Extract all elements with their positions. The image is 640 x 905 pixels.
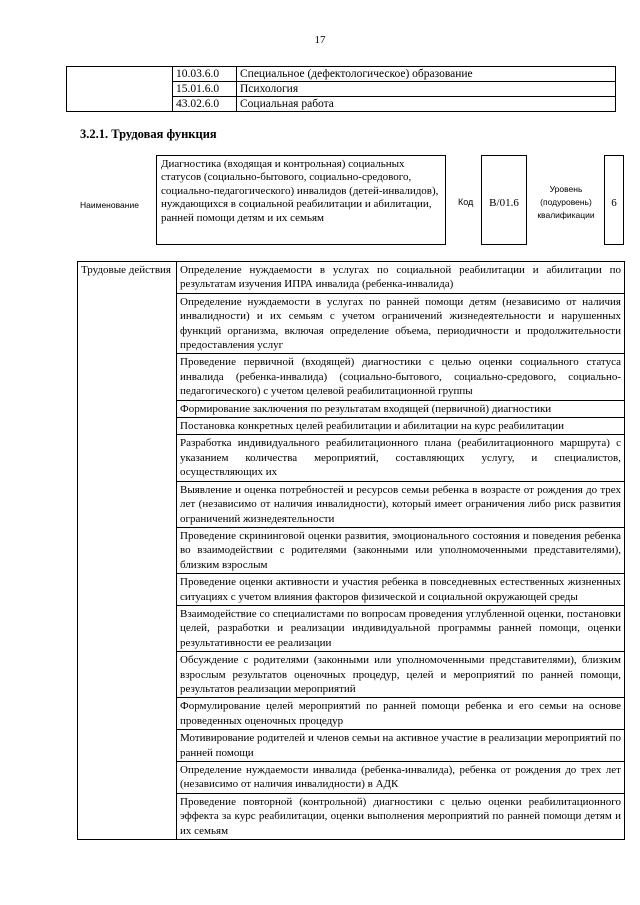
occupations-table [66, 66, 616, 112]
table-row [78, 262, 625, 294]
qualification-level-label: Уровень (подуровень) квалификации [537, 184, 595, 220]
labor-action-item: Выявление и оценка потребностей и ресурсов семьи ребенка в возрасте от рождения до трех лет (независимо от наличия инвалидности), который имеет ограничения либо риск развития ограничений жизнедеятельности [177, 481, 625, 527]
labor-action-item: Проведение первичной (входящей) диагностики с целью оценки социального статуса инвалида (ребенка-инвалида) (социально-бытового, социально-средового, социально-педагогического) с учетом целевой реабилитационной группы [177, 354, 625, 400]
occupation-name: Психология [237, 82, 616, 97]
labor-action-item: Проведение оценки активности и участия ребенка в повседневных естественных жизненных ситуациях с учетом влияния факторов физической и социальной окружающей среды [177, 574, 625, 606]
labor-action-item: Проведение скрининговой оценки развития, эмоционального состояния и поведения ребенка во взаимодействии с родителями (законными или уполномоченными представителями), близким взрослым [177, 527, 625, 573]
function-code: B/01.6 [481, 155, 527, 245]
labor-action-item: Определение нуждаемости инвалида (ребенка-инвалида), ребенка от рождения до трех лет (независимо от наличия инвалидности) в АДК [177, 762, 625, 794]
function-name: Диагностика (входящая и контрольная) социальных статусов (социально-бытового, социально-средового, социально-педагогического) инвалидов (детей-инвалидов), нуждающихся в социальной реабилитации и абилитации, ранней помощи детям и их семьям [156, 155, 446, 245]
labor-actions-table [77, 261, 625, 840]
page-number: 17 [314, 34, 326, 46]
labor-actions-label: Трудовые действия [78, 262, 177, 840]
occupation-code: 43.02.6.0 [173, 97, 237, 112]
function-name-label: Наименование [80, 200, 139, 210]
labor-action-item: Определение нуждаемости в услугах по ранней помощи детям (независимо от наличия инвалидности) и их семьям с учетом ограничений жизнедеятельности и нарушенных функций организма, включая определение объема, периодичности и продолжительности предоставления услуг [177, 293, 625, 354]
labor-action-item: Мотивирование родителей и членов семьи на активное участие в реализации мероприятий по ранней помощи [177, 730, 625, 762]
section-title: 3.2.1. Трудовая функция [80, 127, 217, 141]
labor-action-item: Постановка конкретных целей реабилитации и абилитации на курс реабилитации [177, 418, 625, 435]
labor-action-item: Взаимодействие со специалистами по вопросам проведения углубленной оценки, постановки целей, разработки и реализации индивидуальной программы ранней помощи, оценки результативности ее реализации [177, 605, 625, 651]
labor-action-item: Формирование заключения по результатам входящей (первичной) диагностики [177, 400, 625, 417]
qualification-level: 6 [604, 155, 624, 245]
labor-action-item: Разработка индивидуального реабилитационного плана (реабилитационного маршрута) с указанием количества мероприятий, составляющих услугу, и специалистов, осуществляющих их [177, 435, 625, 481]
function-code-label: Код [458, 197, 474, 207]
occupation-name: Социальная работа [237, 97, 616, 112]
occupation-code: 15.01.6.0 [173, 82, 237, 97]
labor-action-item: Проведение повторной (контрольной) диагностики с целью оценки реабилитационного эффекта за курс реабилитации, оценки выполнения мероприятий по ранней помощи детям и их семьям [177, 793, 625, 839]
labor-action-item: Определение нуждаемости в услугах по социальной реабилитации и абилитации по результатам изучения ИПРА инвалида (ребенка-инвалида) [177, 262, 625, 294]
occupation-code: 10.03.6.0 [173, 67, 237, 82]
labor-action-item: Формулирование целей мероприятий по ранней помощи ребенка и его семьи на основе проведенных оценочных процедур [177, 698, 625, 730]
labor-action-item: Обсуждение с родителями (законными или уполномоченными представителями), близким взрослым результатов оценочных процедур, целей и мероприятий по ранней помощи, результатов реализации мероприятий [177, 652, 625, 698]
table-row [67, 67, 616, 82]
occupation-name: Специальное (дефектологическое) образование [237, 67, 616, 82]
